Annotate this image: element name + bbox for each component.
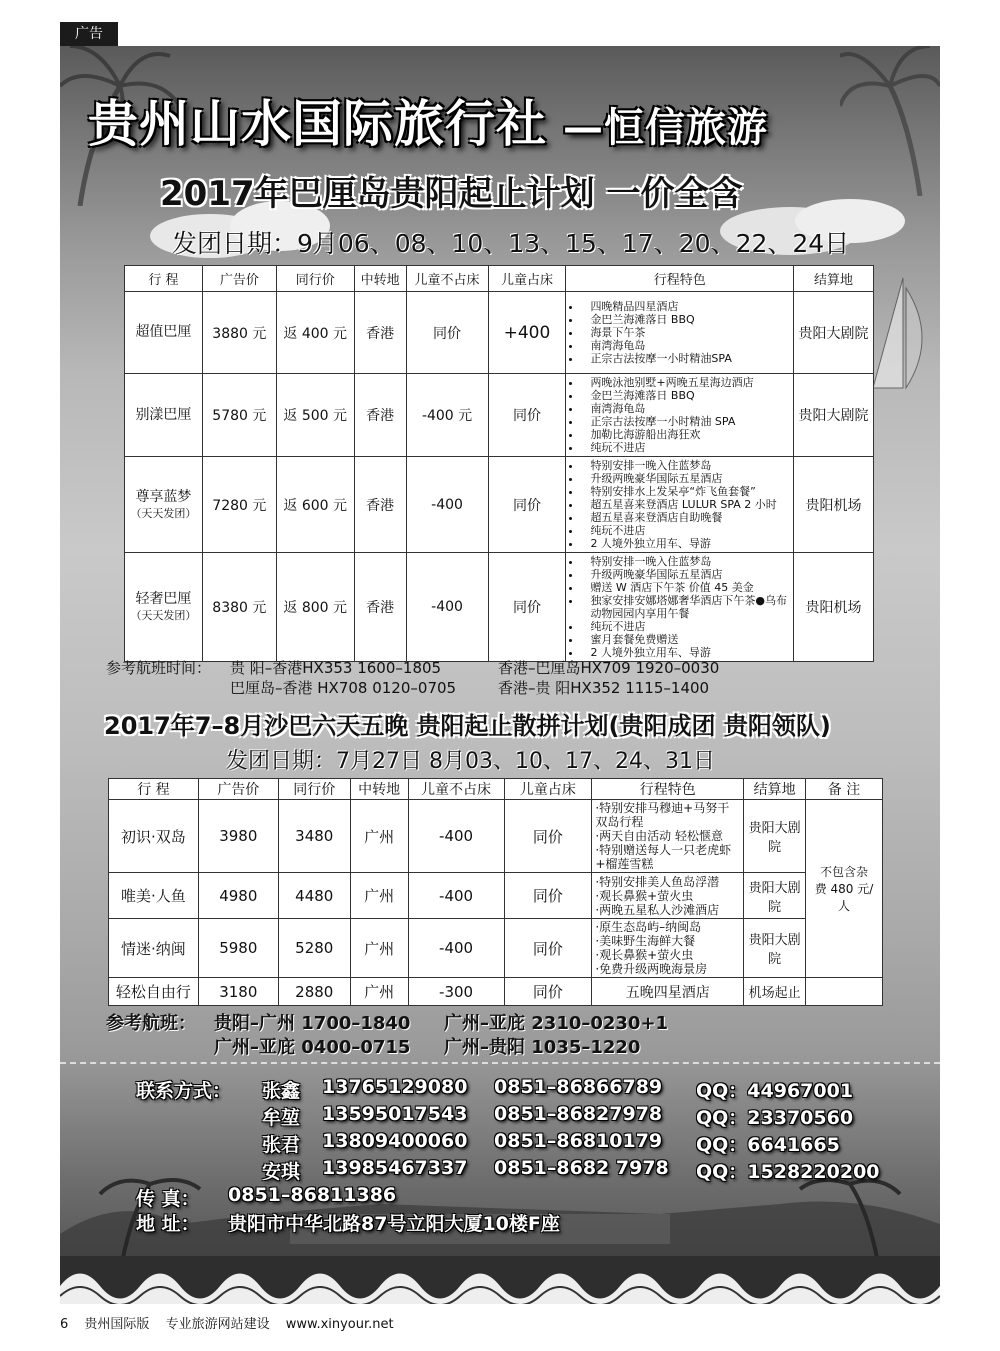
peer-price: 返 400 元 [276,292,354,374]
contact-qq: QQ：23370560 [696,1107,854,1129]
settle-place: 贵阳大剧院 [744,873,806,919]
list-item: • 南湾海龟岛 [582,402,789,415]
col-header: 备 注 [806,779,883,800]
route-name: 唯美·人鱼 [109,873,199,919]
settle-place: 贵阳大剧院 [794,292,874,374]
list-item: • 特别安排水上发呆亭“炸飞鱼套餐” [582,485,789,498]
list-item: ·免费升级两晚海景房 [595,962,708,976]
table-header-row [109,779,883,800]
list-item: • 纯玩不进店 [582,441,789,454]
col-header: 同行价 [276,266,354,292]
child-no-bed: -400 [408,873,504,919]
edition-name: 贵州国际版 [84,1317,150,1332]
table-row [109,800,883,873]
features [566,457,794,553]
footer-slogan: 专业旅游网站建设 [165,1317,270,1332]
flight-info: 香港–巴厘岛HX709 1920–0030 [498,659,720,677]
flight-info: 香港–贵 阳HX352 1115–1400 [498,679,710,697]
ad-price: 4980 [198,873,278,919]
list-item: ·观长鼻猴+萤火虫 [595,888,694,903]
table-row [125,374,874,457]
table-row [109,978,883,1006]
list-item: ·特别赠送每人一只老虎虾+榴莲雪糕 [595,843,732,871]
peer-price: 3480 [278,800,350,873]
contact-qq: QQ：6641665 [696,1134,840,1156]
list-item: • 纯玩不进店 [582,620,789,633]
route-name: 轻松自由行 [109,978,199,1006]
list-item: • 正宗古法按摩一小时精油 SPA [582,415,789,428]
flight-info: 广州–亚庇 2310–0230+1 [444,1013,669,1034]
contact-phone: 0851–8682 7978 [494,1157,669,1179]
list-item: • 升级两晚豪华国际五星酒店 [582,568,789,581]
flight-info: 广州–贵阳 1035–1220 [444,1037,641,1058]
child-bed: 同价 [488,374,566,457]
ad-tag: 广告 [60,22,118,46]
child-bed: 同价 [504,873,592,919]
child-no-bed: 同价 [406,292,488,374]
peer-price: 2880 [278,978,350,1006]
agency-title [88,84,888,156]
contact-name: 安琪 [262,1161,301,1183]
transfer-city: 香港 [354,292,406,374]
contact-name: 张君 [262,1134,301,1156]
list-item: • 四晚精品四星酒店 [582,300,789,313]
flight-info: 广州–亚庇 0400–0715 [214,1037,411,1058]
ad-price: 7280 元 [202,457,276,553]
contact-qq: QQ：44967001 [696,1080,854,1102]
list-item: • 超五星喜来登酒店 LULUR SPA 2 小时 [582,498,789,511]
peer-price: 返 500 元 [276,374,354,457]
transfer-city: 广州 [350,978,408,1006]
settle-place: 贵阳机场 [794,553,874,662]
bali-itinerary-table [124,265,874,662]
section-divider [60,1062,940,1064]
child-bed: 同价 [504,800,592,873]
child-no-bed: -300 [408,978,504,1006]
table-row [125,553,874,662]
ad-price: 3980 [198,800,278,873]
list-item: • 金巴兰海滩落日 BBQ [582,389,789,402]
settle-place: 贵阳大剧院 [794,374,874,457]
ad-price: 3180 [198,978,278,1006]
col-header: 结算地 [794,266,874,292]
features [566,374,794,457]
list-item: • 特别安排一晚入住蓝梦岛 [582,459,789,472]
contact-label: 联系方式： [136,1080,232,1102]
list-item: • 特别安排一晚入住蓝梦岛 [582,555,789,568]
transfer-city: 香港 [354,374,406,457]
peer-price: 返 800 元 [276,553,354,662]
child-bed: 同价 [488,457,566,553]
list-item: ·特别安排美人鱼岛浮潜 [595,874,720,889]
list-item: • 独家安排安娜塔娜奢华酒店下午茶●乌布动物园园内享用午餐 [582,594,789,620]
route-name: 尊享蓝梦 （天天发团） [125,457,203,553]
list-item: ·两天自由活动 轻松惬意 [595,829,723,843]
child-bed: 同价 [504,978,592,1006]
table-row [125,457,874,553]
table-header-row [125,266,874,292]
list-item: • 金巴兰海滩落日 BBQ [582,313,789,326]
list-item: ·观长鼻猴+萤火虫 [595,948,694,962]
route-name: 情迷·纳闽 [109,919,199,978]
bali-departure-dates: 发团日期：9月06、08、10、13、15、17、20、22、24日 [172,229,850,258]
col-header: 广告价 [202,266,276,292]
ad-price: 8380 元 [202,553,276,662]
child-no-bed: -400 [406,457,488,553]
remark-empty [806,978,883,1006]
flights-label: 参考航班时间： [106,659,212,677]
col-header: 儿童占床 [504,779,592,800]
route-name: 别漾巴厘 [125,374,203,457]
page-number: 6 [60,1317,69,1332]
fax-label: 传 真： [136,1188,200,1210]
list-item: • 赠送 W 酒店下午茶 价值 45 美金 [582,581,789,594]
col-header: 行程特色 [592,779,744,800]
child-bed: +400 [488,292,566,374]
col-header: 结算地 [744,779,806,800]
contact-phone: 0851–86866789 [494,1076,663,1098]
flight-info: 贵 阳–香港HX353 1600–1805 [230,659,442,677]
sabah-plan-title: 2017年7–8月沙巴六天五晚 贵阳起止散拼计划(贵阳成团 贵阳领队) [104,712,831,740]
list-item: • 升级两晚豪华国际五星酒店 [582,472,789,485]
list-item: • 正宗古法按摩一小时精油SPA [582,352,789,365]
agency-name: 贵州山水国际旅行社 [88,95,547,153]
route-name: 超值巴厘 [125,292,203,374]
features [566,553,794,662]
list-item: • 加勒比海游船出海狂欢 [582,428,789,441]
contact-mobile: 13985467337 [322,1157,468,1179]
route-name: 轻奢巴厘 （天天发团） [125,553,203,662]
flight-info: 贵阳–广州 1700–1840 [214,1013,411,1034]
col-header: 行 程 [125,266,203,292]
contact-qq: QQ：1528220200 [696,1161,880,1183]
transfer-city: 香港 [354,553,406,662]
col-header: 行程特色 [566,266,794,292]
features [592,800,744,873]
list-item: • 纯玩不进店 [582,524,789,537]
col-header: 儿童占床 [488,266,566,292]
transfer-city: 香港 [354,457,406,553]
ad-price: 3880 元 [202,292,276,374]
agency-brand: —恒信旅游 [563,105,768,151]
list-item: • 蜜月套餐免费赠送 [582,633,789,646]
page-footer [60,1313,406,1332]
settle-place: 贵阳大剧院 [744,800,806,873]
wave-border-decoration [60,1256,940,1304]
list-item: • 2 人境外独立用车、导游 [582,646,789,659]
contact-mobile: 13809400060 [322,1130,468,1152]
address: 贵阳市中华北路87号立阳大厦10楼F座 [228,1213,560,1235]
child-bed: 同价 [504,919,592,978]
col-header: 行 程 [109,779,199,800]
peer-price: 返 600 元 [276,457,354,553]
contact-phone: 0851–86810179 [494,1130,663,1152]
list-item: • 海景下午茶 [582,326,789,339]
list-item: • 两晚泳池别墅+两晚五星海边酒店 [582,376,789,389]
bali-plan-title: 2017年巴厘岛贵阳起止计划 一价全含 [160,174,743,214]
ad-poster [60,46,940,1304]
ad-price: 5980 [198,919,278,978]
sabah-itinerary-table [108,778,883,1006]
flights-label: 参考航班： [106,1013,196,1034]
col-header: 中转地 [350,779,408,800]
sailboat-icon [868,278,938,398]
settle-place: 贵阳机场 [794,457,874,553]
settle-place: 机场起止 [744,978,806,1006]
list-item: ·原生态岛屿–纳闽岛 [595,920,702,934]
table-row [109,873,883,919]
contact-name: 张鑫 [262,1080,301,1102]
list-item: ·两晚五星私人沙滩酒店 [595,902,720,917]
peer-price: 4480 [278,873,350,919]
list-item: ·特别安排马穆迪+马努干双岛行程 [595,801,730,829]
contact-mobile: 13595017543 [322,1103,468,1125]
child-no-bed: -400 元 [406,374,488,457]
features: 五晚四星酒店 [592,978,744,1006]
list-item: • 南湾海龟岛 [582,339,789,352]
child-bed: 同价 [488,553,566,662]
remark: 不包含杂费 480 元/人 [806,800,883,978]
col-header: 中转地 [354,266,406,292]
peer-price: 5280 [278,919,350,978]
transfer-city: 广州 [350,873,408,919]
flight-info: 巴厘岛–香港 HX708 0120–0705 [230,679,457,697]
list-item: • 超五星喜来登酒店自助晚餐 [582,511,789,524]
table-row [109,919,883,978]
col-header: 广告价 [198,779,278,800]
col-header: 儿童不占床 [406,266,488,292]
ad-price: 5780 元 [202,374,276,457]
route-note: （天天发团） [130,506,197,520]
child-no-bed: -400 [408,919,504,978]
features [592,919,744,978]
child-no-bed: -400 [406,553,488,662]
transfer-city: 广州 [350,919,408,978]
settle-place: 贵阳大剧院 [744,919,806,978]
list-item: ·美味野生海鲜大餐 [595,934,696,948]
contact-name: 牟堃 [262,1107,301,1129]
features [592,873,744,919]
route-name: 初识·双岛 [109,800,199,873]
list-item: • 2 人境外独立用车、导游 [582,537,789,550]
child-no-bed: -400 [408,800,504,873]
col-header: 儿童不占床 [408,779,504,800]
transfer-city: 广州 [350,800,408,873]
features [566,292,794,374]
table-row [125,292,874,374]
sabah-departure-dates: 发团日期：7月27日 8月03、10、17、24、31日 [226,749,715,774]
address-label: 地 址： [136,1213,200,1235]
website-url: www.xinyour.net [285,1317,394,1332]
route-note: （天天发团） [130,609,197,623]
fax-number: 0851–86811386 [228,1184,397,1206]
contact-phone: 0851–86827978 [494,1103,663,1125]
col-header: 同行价 [278,779,350,800]
contact-mobile: 13765129080 [322,1076,468,1098]
